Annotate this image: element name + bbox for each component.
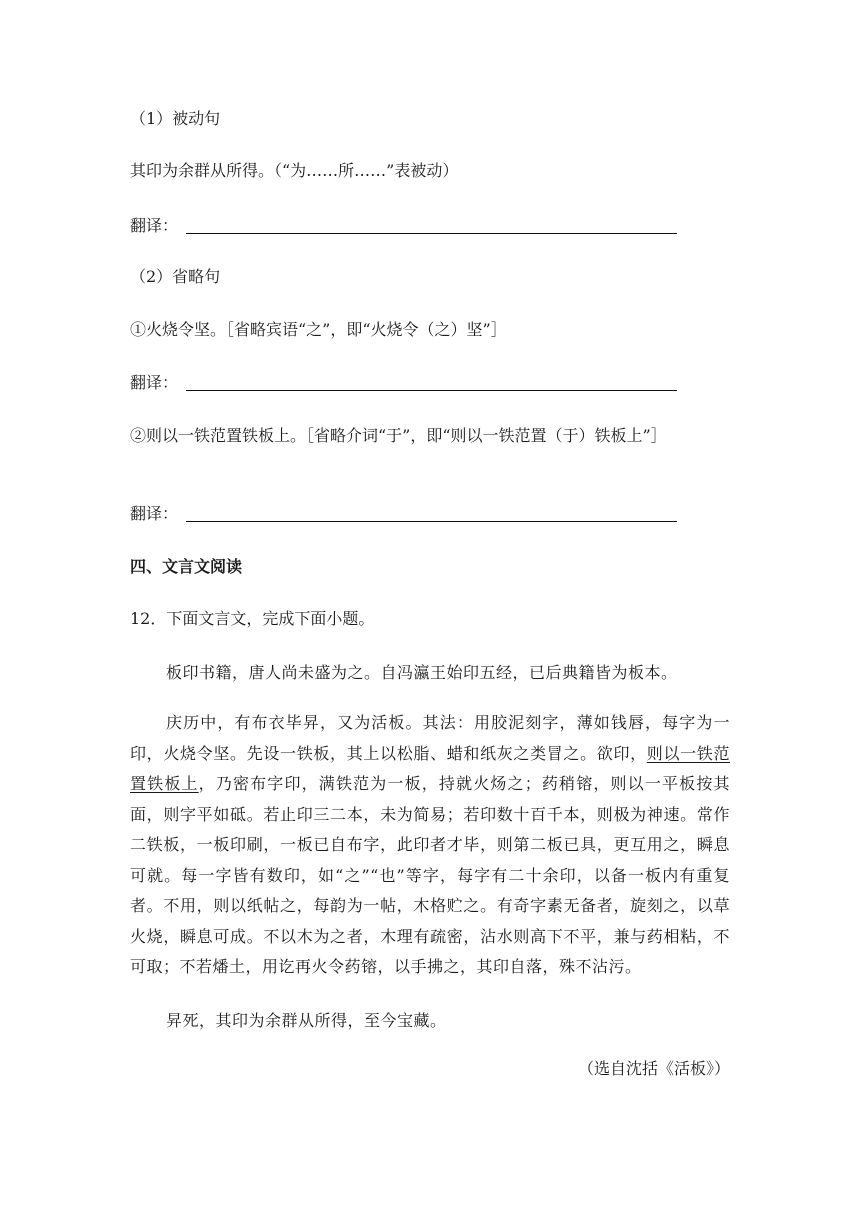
translation-blank-2[interactable] — [186, 390, 677, 391]
passage-source: （选自沈括《活板》） — [577, 1059, 730, 1078]
passive-sentence-heading: （1）被动句 — [130, 109, 221, 128]
ellipsis-sentence-heading: （2）省略句 — [130, 267, 221, 286]
translation-label-2: 翻译： — [130, 373, 179, 392]
translation-label-1: 翻译： — [130, 216, 179, 235]
passage-paragraph-2-text-end: ，乃密布字印，满铁范为一板，持就火炀之；药稍镕，则以一平板按其面，则字平如砥。若止印三二本，未为简易；若印数十百千本，则极为神速。常作二铁板，一板印刷，一板已自布字，此印者才毕，则第二板已具，更互用之，瞬息可就。每一字皆有数印，如“之”“也”等字，每字有二十余印，以备一板内有重复者。不用，则以纸帖之，每韵为一帖，木格贮之。有奇字素无备者，旋刻之，以草火烧，瞬息可成。不以木为之者，木理有疏密，沾水则高下不平，兼与药相粘，不可取；不若燔土，用讫再火令药镕，以手拂之，其印自落，殊不沾污。 — [130, 774, 730, 976]
passive-sentence-example: 其印为余群从所得。（“为……所……”表被动） — [130, 161, 459, 180]
underlined-phrase: 则以一铁范置铁板上 — [130, 743, 730, 793]
passage-paragraph-3: 昇死，其印为余群从所得，至今宝藏。 — [166, 1011, 447, 1030]
translation-label-3: 翻译： — [130, 504, 179, 523]
ellipsis-example-2: ②则以一铁范置铁板上。［省略介词“于”，即“则以一铁范置（于）铁板上”］ — [130, 426, 667, 445]
passage-paragraph-2 — [130, 708, 730, 983]
question-prompt: 12．下面文言文，完成下面小题。 — [130, 609, 375, 628]
translation-blank-3[interactable] — [186, 521, 677, 522]
passage-paragraph-2-text-start: 庆历中，有布衣毕昇，又为活板。其法：用胶泥刻字，薄如钱唇，每字为一印，火烧令坚。先设一铁板，其上以松脂、蜡和纸灰之类冒之。欲印， — [130, 713, 730, 763]
ellipsis-example-1: ①火烧令坚。［省略宾语“之”，即“火烧令（之）坚”］ — [130, 320, 507, 339]
section-heading: 四、文言文阅读 — [130, 557, 243, 576]
translation-blank-1[interactable] — [186, 233, 677, 234]
passage-paragraph-1: 板印书籍，唐人尚未盛为之。自冯瀛王始印五经，已后典籍皆为板本。 — [166, 663, 678, 682]
